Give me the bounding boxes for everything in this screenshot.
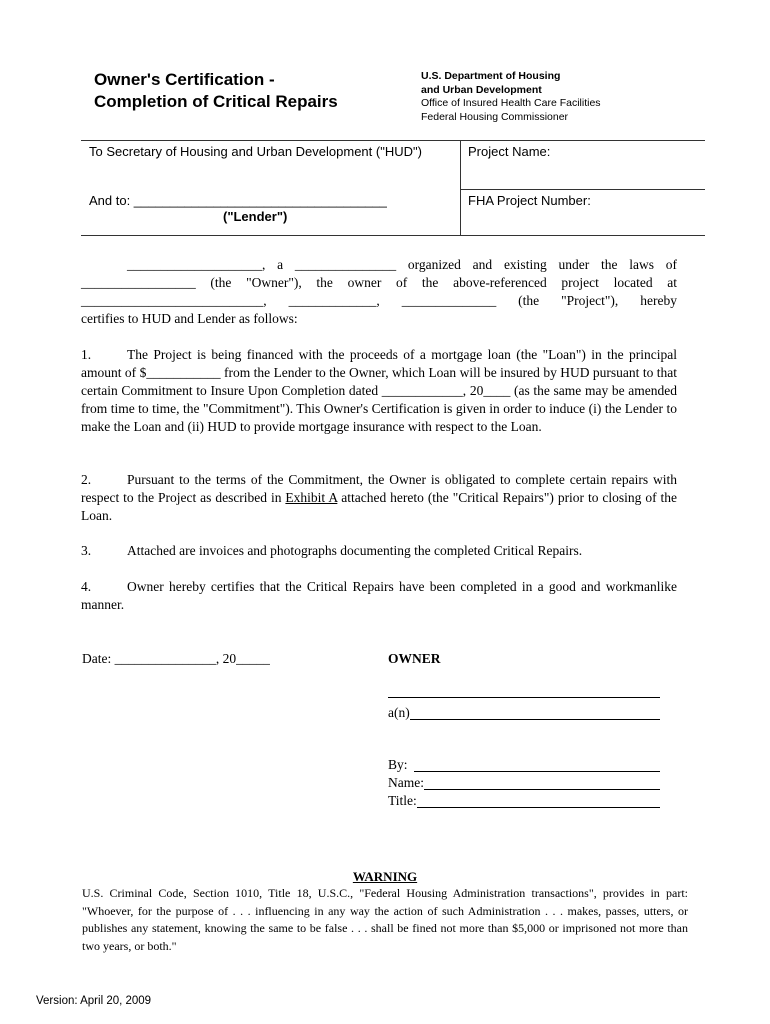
box-top-rule [81, 140, 705, 141]
paragraph-2 [81, 471, 677, 525]
paragraph-3-text: Attached are invoices and photographs documenting the completed Critical Repairs. [127, 543, 583, 558]
document-title [94, 69, 338, 113]
paragraph-4 [81, 578, 677, 614]
agency-line-1: U.S. Department of Housing [421, 70, 561, 82]
paragraph-1-text: The Project is being financed with the proceeds of a mortgage loan (the "Loan") in the principal amount of $___________ from the Lender to the Owner, which Loan will be insured by HUD pursuant to that certain Commitment to Insure Upon Completion dated ____________, 20____ (as the same may be amended from time to time, the "Commitment"). This Owner's Certification is given in order to induce (i) the Lender to make the Loan and (ii) HUD to provide mortgage insurance with respect to the Loan. [81, 347, 677, 434]
by-field [388, 756, 660, 774]
title-line-1: Owner's Certification - [94, 70, 275, 89]
lender-label: ("Lender") [223, 209, 288, 224]
box-bottom-rule [81, 235, 705, 236]
paragraph-3 [81, 542, 677, 560]
agency-line-3: Office of Insured Health Care Facilities [421, 97, 601, 109]
agency-line-2: and Urban Development [421, 83, 542, 96]
paragraph-4-text: Owner hereby certifies that the Critical Repairs have been completed in a good and workmanlike manner. [81, 579, 677, 612]
version-footer: Version: April 20, 2009 [36, 995, 152, 1007]
box-divider [460, 140, 461, 236]
paragraph-1 [81, 346, 677, 436]
name-label: Name: [388, 775, 424, 790]
warning-heading: WARNING [352, 869, 418, 884]
title-line [417, 792, 660, 808]
intro-line-2: _________________ (the "Owner"), the owner of the above-referenced project located at [81, 275, 677, 290]
and-to-lender-field: And to: ___________________________________ [89, 193, 387, 208]
exhibit-a-reference: Exhibit A [285, 490, 338, 505]
title-label: Title: [388, 793, 417, 808]
project-name-label: Project Name: [468, 144, 551, 159]
paragraph-3-number: 3. [81, 543, 92, 558]
agency-block [421, 70, 601, 124]
paragraph-2-number: 2. [81, 472, 92, 487]
entity-type-field [388, 704, 660, 722]
intro-line-1: ____________________, a _______________ organized and existing under the laws of [127, 257, 677, 272]
warning-text: U.S. Criminal Code, Section 1010, Title 18, U.S.C., "Federal Housing Administration transactions", provides in part: "Whoever, for the purpose of . . . influencing in any way the action of such Administration . . . makes, passes, utters, or publishes any statement, knowing the same to be false . . . shall be fined not more than $5,000 or imprisoned not more than two years, or both." [82, 886, 688, 953]
agency-line-4: Federal Housing Commissioner [421, 110, 569, 123]
name-line [424, 774, 660, 790]
date-field: Date: _______________, 20_____ [82, 651, 270, 666]
owner-name-line [388, 697, 660, 698]
name-field [388, 774, 660, 792]
project-field-divider [461, 189, 705, 190]
paragraph-2-text-before: Pursuant to the terms of the Commitment, the Owner is obligated to complete certain repairs with respect to the Project as described in [81, 472, 677, 505]
owner-heading: OWNER [388, 651, 441, 666]
paragraph-2-text-after: attached hereto (the "Critical Repairs") prior to closing of the Loan. [81, 490, 677, 523]
by-label: By: [388, 757, 408, 772]
entity-type-label: a(n) [388, 705, 410, 720]
fha-project-number-label: FHA Project Number: [468, 193, 591, 208]
title-field [388, 792, 660, 810]
paragraph-4-number: 4. [81, 579, 92, 594]
intro-line-3: ___________________________, _____________, ______________ (the "Project"), hereby [81, 293, 677, 308]
paragraph-1-number: 1. [81, 347, 92, 362]
to-secretary-text: To Secretary of Housing and Urban Development ("HUD") [89, 144, 422, 159]
entity-type-line [410, 704, 660, 720]
title-line-2: Completion of Critical Repairs [94, 92, 338, 111]
intro-line-4: certifies to HUD and Lender as follows: [81, 311, 298, 326]
by-signature-line [414, 756, 660, 772]
